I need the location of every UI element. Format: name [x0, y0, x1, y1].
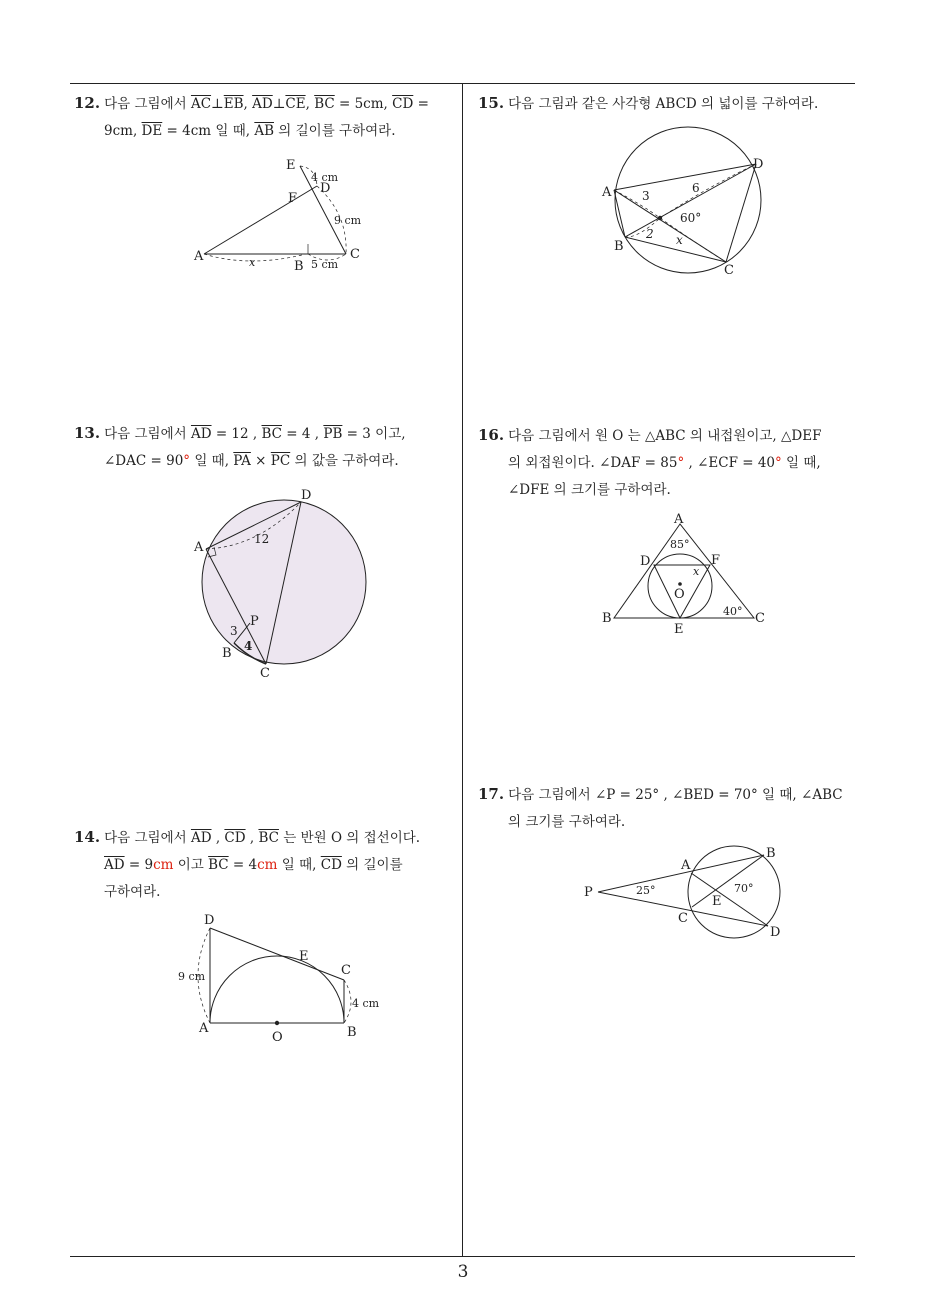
bottom-rule — [70, 1256, 855, 1257]
label-bc: 4 — [244, 639, 253, 653]
label-D: D — [753, 157, 764, 172]
label-D: D — [640, 554, 651, 569]
label-B: B — [602, 611, 612, 626]
question-12: 12. 다음 그림에서 $\overline{AC}\perp\overline{EB}$, $\overline{AD}\perp\overline{CE}$, $\overline{BC} = 5cm$, $\overline{CD}$ = 9cm, $\overline{DE} = 4cm$ 일 때, $\overline{AB}$ 의 길이를 구하여라. — [74, 94, 429, 139]
label-A: A — [199, 1021, 209, 1036]
question-16: 16. 다음 그림에서 원 O 는 △ABC 의 내접원이고, △DEF 의 외접원이다. ∠DAF = 85° , ∠ECF = 40° 일 때, ∠DFE 의 크기를 구하여라. — [478, 426, 822, 498]
label-angle-a: 85° — [670, 538, 690, 551]
label-angle: 60° — [680, 211, 702, 225]
column-divider — [462, 83, 463, 1256]
label-O: O — [674, 587, 685, 602]
label-C: C — [678, 911, 688, 926]
label-c: x — [676, 233, 683, 247]
label-A: A — [674, 512, 684, 527]
label-x: x — [249, 256, 256, 269]
label-angle-e: 70° — [734, 882, 754, 895]
question-number: 16. — [478, 426, 505, 444]
label-A: A — [602, 185, 612, 200]
question-number: 13. — [74, 424, 101, 442]
figure-13 — [188, 485, 378, 680]
question-number: 14. — [74, 828, 101, 846]
label-E: E — [299, 949, 309, 964]
label-angle-p: 25° — [636, 884, 656, 897]
label-D: D — [320, 181, 331, 196]
label-d: 6 — [692, 181, 700, 195]
label-E: E — [286, 158, 296, 173]
question-17: 17. 다음 그림에서 ∠P = 25° , ∠BED = 70° 일 때, ∠ABC 의 크기를 구하여라. — [478, 785, 843, 830]
label-B: B — [614, 239, 624, 254]
label-D: D — [301, 488, 312, 503]
question-14: 14. 다음 그림에서 $\overline{AD}$ , $\overline{CD}$ , $\overline{BC}$ 는 반원 O 의 접선이다. $\overline{AD} = 9cm$ 이고 $\overline{BC} = 4cm$ 일 때, $\overline{CD}$ 의 길이를 구하여라. — [74, 828, 421, 900]
label-de: 4 cm — [311, 171, 339, 184]
label-D: D — [204, 913, 215, 928]
label-angle-c: 40° — [723, 605, 743, 618]
label-B: B — [294, 259, 304, 274]
figure-12 — [180, 150, 380, 280]
label-F: F — [711, 553, 721, 568]
label-ad: 12 — [254, 532, 270, 546]
label-b: 2 — [646, 227, 654, 241]
figure-14 — [172, 910, 392, 1050]
label-bc: 4 cm — [352, 997, 380, 1010]
question-15: 15. 다음 그림과 같은 사각형 ABCD 의 넓이를 구하여라. — [478, 94, 819, 112]
figure-15 — [596, 122, 776, 282]
label-C: C — [724, 263, 734, 278]
label-D: D — [770, 925, 781, 940]
label-F: F — [288, 191, 298, 206]
label-E: E — [712, 894, 722, 909]
figure-16 — [596, 508, 776, 638]
label-x: x — [693, 565, 700, 578]
question-number: 12. — [74, 94, 101, 112]
label-P: P — [584, 885, 593, 900]
label-P: P — [250, 614, 259, 629]
label-A: A — [194, 540, 204, 555]
question-number: 17. — [478, 785, 505, 803]
label-bc: 5 cm — [311, 258, 339, 271]
question-13: 13. 다음 그림에서 $\overline{AD} = 12$ , $\overline{BC} = 4$ , $\overline{PB} = 3$ 이고, ∠DAC = 90° 일 때, $\overline{PA} \times \overline{PC}$ 의 값을 구하여라. — [74, 424, 406, 469]
page-number: 3 — [457, 1262, 469, 1282]
label-E: E — [674, 622, 684, 637]
label-A: A — [194, 249, 204, 264]
question-number: 15. — [478, 94, 505, 112]
label-B: B — [766, 846, 776, 861]
label-O: O — [272, 1030, 283, 1045]
label-A: A — [681, 858, 691, 873]
label-cd: 9 cm — [334, 214, 362, 227]
label-pb: 3 — [230, 624, 238, 638]
label-a: 3 — [642, 189, 650, 203]
label-B: B — [347, 1025, 357, 1040]
label-C: C — [755, 611, 765, 626]
figure-17 — [578, 840, 818, 950]
label-C: C — [260, 666, 270, 680]
label-C: C — [350, 247, 360, 262]
label-B: B — [222, 646, 232, 661]
label-ad: 9 cm — [178, 970, 206, 983]
label-C: C — [341, 963, 351, 978]
